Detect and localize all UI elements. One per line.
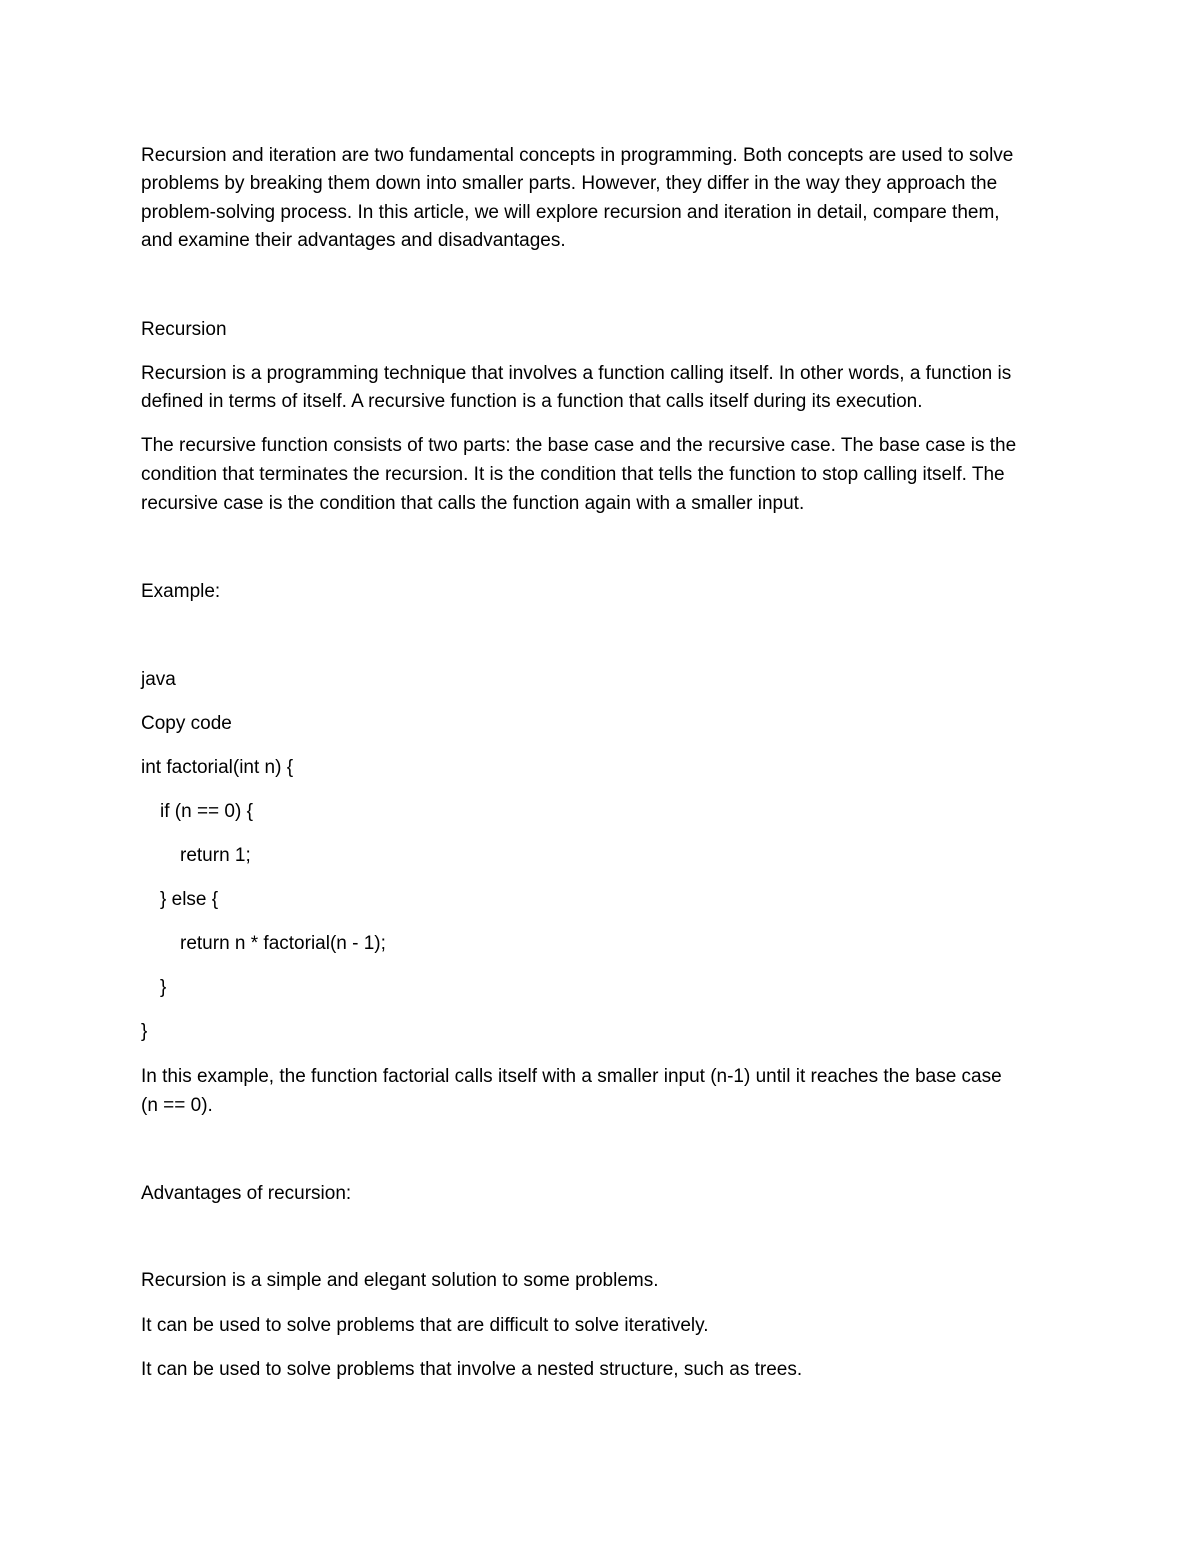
recursive-parts-line: recursive case is the condition that calls the function again with a smaller input.: [141, 493, 805, 514]
recursive-parts-line: condition that terminates the recursion. It is the condition that tells the function to stop calling itself. The: [141, 464, 1005, 485]
advantage-item: Recursion is a simple and elegant solution to some problems.: [141, 1270, 659, 1291]
code-line: return 1;: [180, 845, 251, 866]
code-line: }: [160, 977, 167, 998]
advantage-item: It can be used to solve problems that involve a nested structure, such as trees.: [141, 1359, 803, 1380]
code-language-label: java: [141, 669, 176, 690]
intro-line: and examine their advantages and disadvantages.: [141, 230, 566, 251]
code-line: }: [141, 1021, 148, 1042]
recursive-parts-line: The recursive function consists of two parts: the base case and the recursive case. The base case is the: [141, 435, 1017, 456]
advantages-heading: Advantages of recursion:: [141, 1183, 352, 1204]
code-line: } else {: [160, 889, 219, 910]
example-explanation-line: In this example, the function factorial calls itself with a smaller input (n-1) until it reaches the base case: [141, 1066, 1002, 1087]
advantage-item: It can be used to solve problems that are difficult to solve iteratively.: [141, 1315, 709, 1336]
code-line: if (n == 0) {: [160, 801, 253, 822]
recursion-definition-line: defined in terms of itself. A recursive function is a function that calls itself during its execution.: [141, 391, 923, 412]
recursion-definition-line: Recursion is a programming technique that involves a function calling itself. In other words, a function is: [141, 363, 1012, 384]
copy-code-label: Copy code: [141, 713, 232, 734]
intro-line: Recursion and iteration are two fundamental concepts in programming. Both concepts are used to solve: [141, 145, 1014, 166]
code-line: int factorial(int n) {: [141, 757, 294, 778]
example-label: Example:: [141, 581, 221, 602]
code-line: return n * factorial(n - 1);: [180, 933, 386, 954]
recursion-heading: Recursion: [141, 319, 227, 340]
example-explanation-line: (n == 0).: [141, 1095, 213, 1116]
intro-line: problem-solving process. In this article, we will explore recursion and iteration in detail, compare them,: [141, 202, 1000, 223]
intro-line: problems by breaking them down into smaller parts. However, they differ in the way they approach the: [141, 173, 998, 194]
